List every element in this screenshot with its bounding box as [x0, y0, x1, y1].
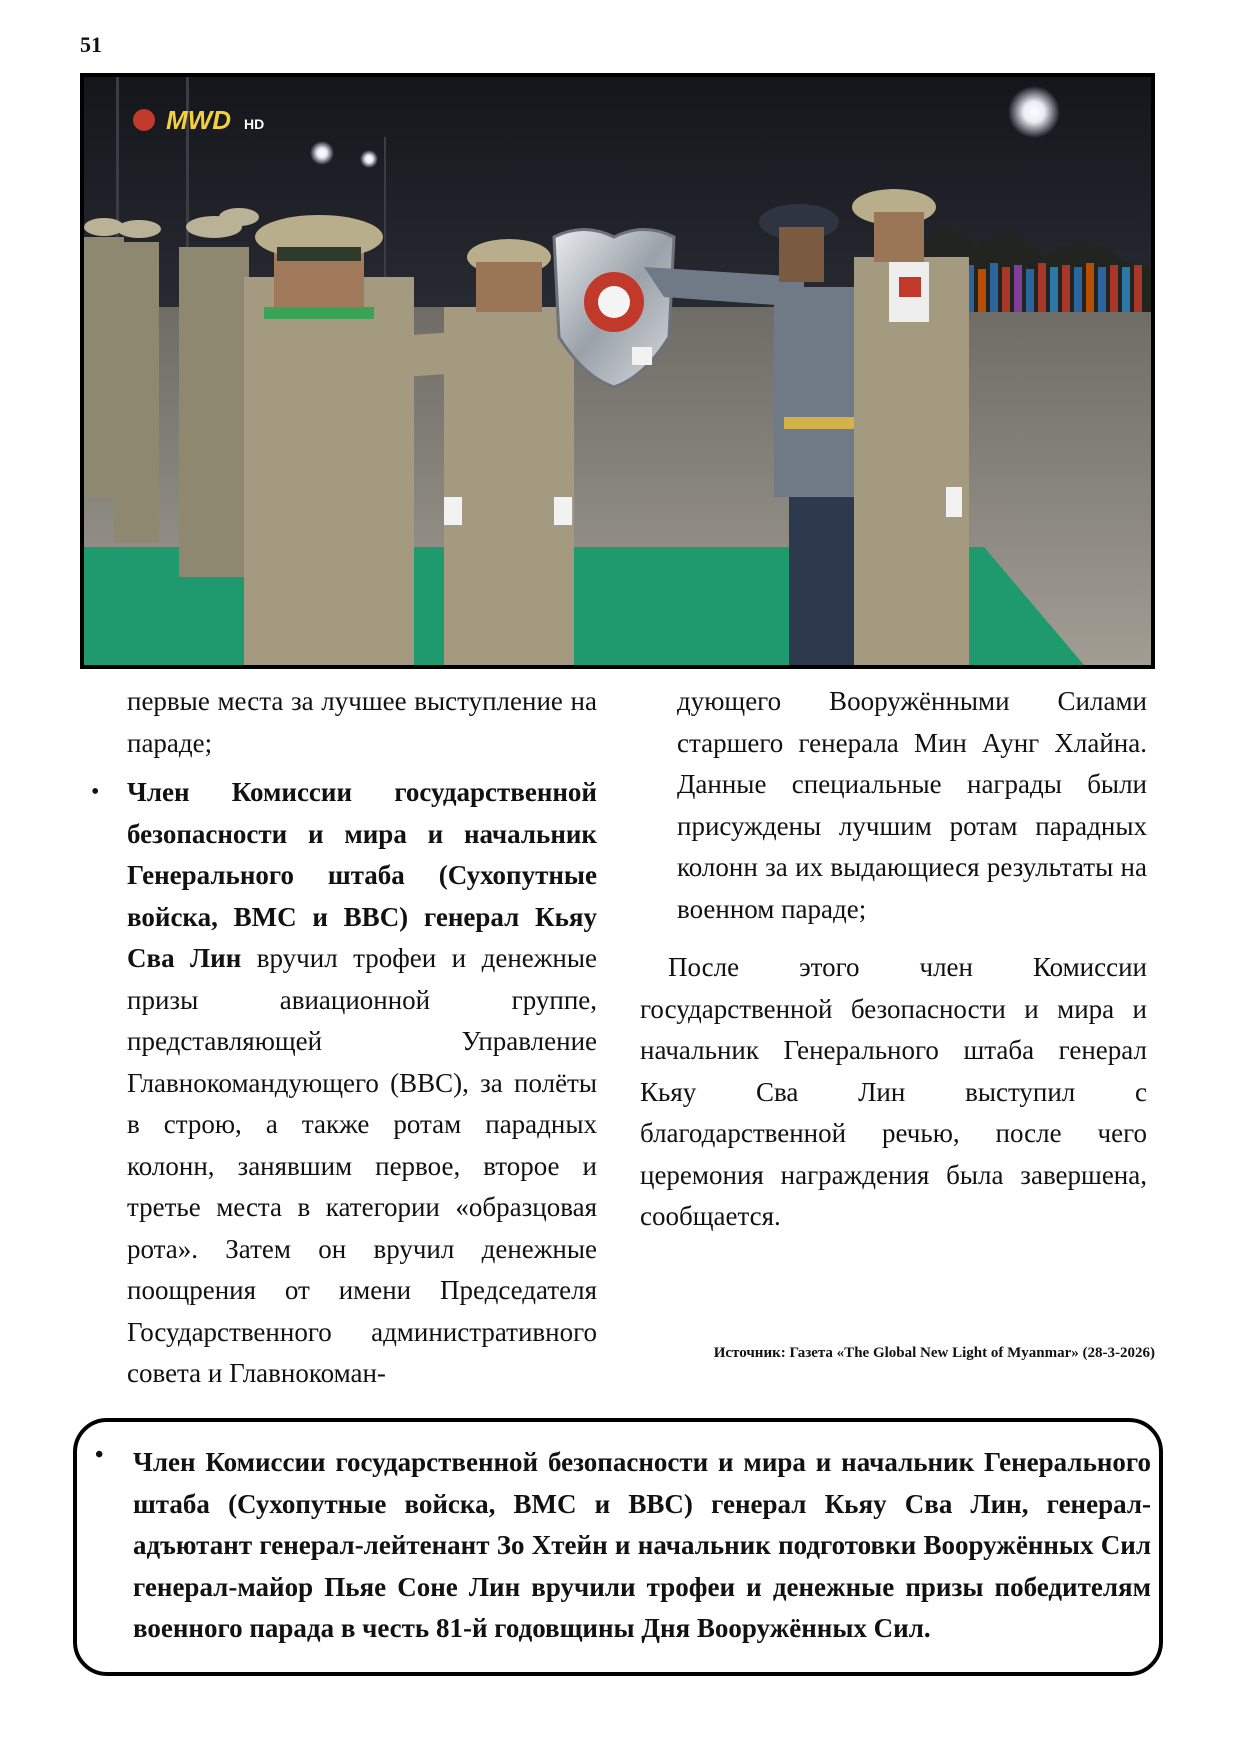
left-bullet-bold: Член Комиссии государственной безопасности и мира и начальник Генерального штаба (Сухопутные войска, ВМС и ВВС) генерал Кьяу Сва Лин — [127, 777, 597, 973]
right-column-paragraph — [640, 947, 1147, 1238]
left-bullet-item — [91, 772, 597, 1395]
page-number: 51 — [80, 32, 102, 57]
source-line: Источник: Газета «The Global New Light of Myanmar» (28-3-2026) — [713, 1345, 1155, 1361]
bullet-dot: • — [91, 779, 100, 805]
summary-bullet-dot: • — [95, 1442, 104, 1468]
left-column — [91, 681, 597, 1395]
right-paragraph: После этого член Комиссии государственной безопасности и мира и начальник Генерального штаба генерал Кьяу Сва Лин выступил с благодарственной речью, после чего церемония награждения была завершена, сообщается. — [640, 952, 1147, 1231]
channel-logo-text: MWD — [166, 105, 231, 135]
ceremony-photo — [80, 73, 1155, 669]
right-continuation: дующего Вооружёнными Силами старшего генерала Мин Аунг Хлайна. Данные специальные награды были присуждены лучшим ротам парадных колонн за их выдающиеся результаты на военном параде; — [677, 686, 1147, 924]
right-column-continuation — [677, 681, 1147, 930]
summary-box — [73, 1418, 1163, 1676]
left-bullet-rest: вручил трофеи и денежные призы авиационной группе, представляющей Управление Главнокомандующего (ВВС), за полёты в строю, а также ротам парадных колонн, занявшим первое, второе и третье места в категории «образцовая рота». Затем он вручил денежные поощрения от имени Председателя Государственного административного совета и Главнокоман- — [127, 943, 597, 1388]
channel-logo-suffix: HD — [244, 116, 265, 132]
left-continuation: первые места за лучшее выступление на параде; — [127, 686, 597, 758]
summary-text: Член Комиссии государственной безопасности и мира и начальник Генерального штаба (Сухопутные войска, ВМС и ВВС) генерал Кьяу Сва Лин, генерал-адъютант генерал-лейтенант Зо Хтейн и начальник подготовки Вооружённых Сил генерал-майор Пьяе Соне Лин вручили трофеи и денежные призы победителям военного парада в честь 81-й годовщины Дня Вооружённых Сил. — [133, 1447, 1151, 1643]
